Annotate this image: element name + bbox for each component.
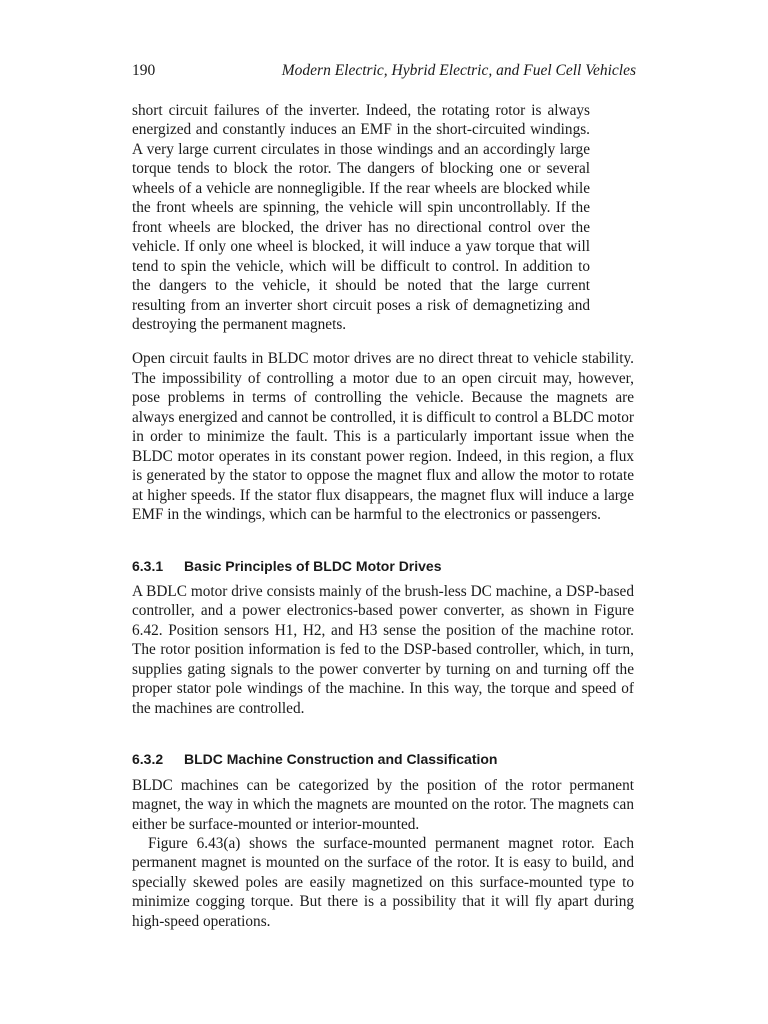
page-number: 190 xyxy=(132,62,156,79)
section-title: Basic Principles of BLDC Motor Drives xyxy=(184,557,442,574)
section-heading-construction xyxy=(132,750,634,769)
page-body xyxy=(132,101,634,931)
paragraph-basic-principles: A BDLC motor drive consists mainly of the brush-less DC machine, a DSP-based controller, and a power electronics-based power converter, as shown in Figure 6.42. Position sensors H1, H2, and H3 sense the position of the machine rotor. The rotor position information is fed to the DSP-based controller, which, in turn, supplies gating signals to the power converter by turning on and turning off the proper stator pole windings of the machine. In this way, the torque and speed of the machines are controlled. xyxy=(132,582,634,717)
section-number: 6.3.2 xyxy=(132,751,164,768)
paragraph-open-circuit-faults: Open circuit faults in BLDC motor drives are no direct threat to vehicle stability. The impossibility of controlling a motor due to an open circuit may, however, pose problems in terms of controlling the vehicle. Because the magnets are always energized and cannot be controlled, it is difficult to control a BLDC motor in order to minimize the fault. This is a particularly important issue when the BLDC motor operates in its constant power region. Indeed, in this region, a flux is generated by the stator to oppose the magnet flux and allow the motor to rotate at higher speeds. If the stator flux disappears, the magnet flux will induce a large EMF in the windings, which can be harmful to the electronics or passengers. xyxy=(132,350,634,524)
section-title: BLDC Machine Construction and Classification xyxy=(184,751,498,768)
section-heading-basic-principles xyxy=(132,557,634,576)
paragraph-classification: BLDC machines can be categorized by the position of the rotor permanent magnet, the way in which the magnets are mounted on the rotor. The magnets can either be surface-mounted or interior-mounted. xyxy=(132,776,634,833)
paragraph-surface-mounted: Figure 6.43(a) shows the surface-mounted permanent magnet rotor. Each permanent magnet is mounted on the surface of the rotor. It is easy to build, and specially skewed poles are easily magnetized on this surface-mounted type to minimize cogging torque. But there is a possibility that it will fly apart during high-speed operations. xyxy=(132,834,634,930)
block-quote: short circuit failures of the inverter. Indeed, the rotating rotor is always energized and constantly induces an EMF in the short-circuited windings. A very large current circulates in those windings and an accordingly large torque tends to block the rotor. The dangers of blocking one or several wheels of a vehicle are nonnegligible. If the rear wheels are blocked while the front wheels are spinning, the vehicle will spin uncontrollably. If the front wheels are blocked, the driver has no directional control over the vehicle. If only one wheel is blocked, it will induce a yaw torque that will tend to spin the vehicle, which will be difficult to control. In addition to the dangers to the vehicle, it should be noted that the large current resulting from an inverter short circuit poses a risk of demagnetizing and destroying the permanent magnets. xyxy=(132,102,590,333)
book-title: Modern Electric, Hybrid Electric, and Fuel Cell Vehicles xyxy=(281,62,636,79)
running-header xyxy=(132,62,636,80)
section-number: 6.3.1 xyxy=(132,557,164,574)
